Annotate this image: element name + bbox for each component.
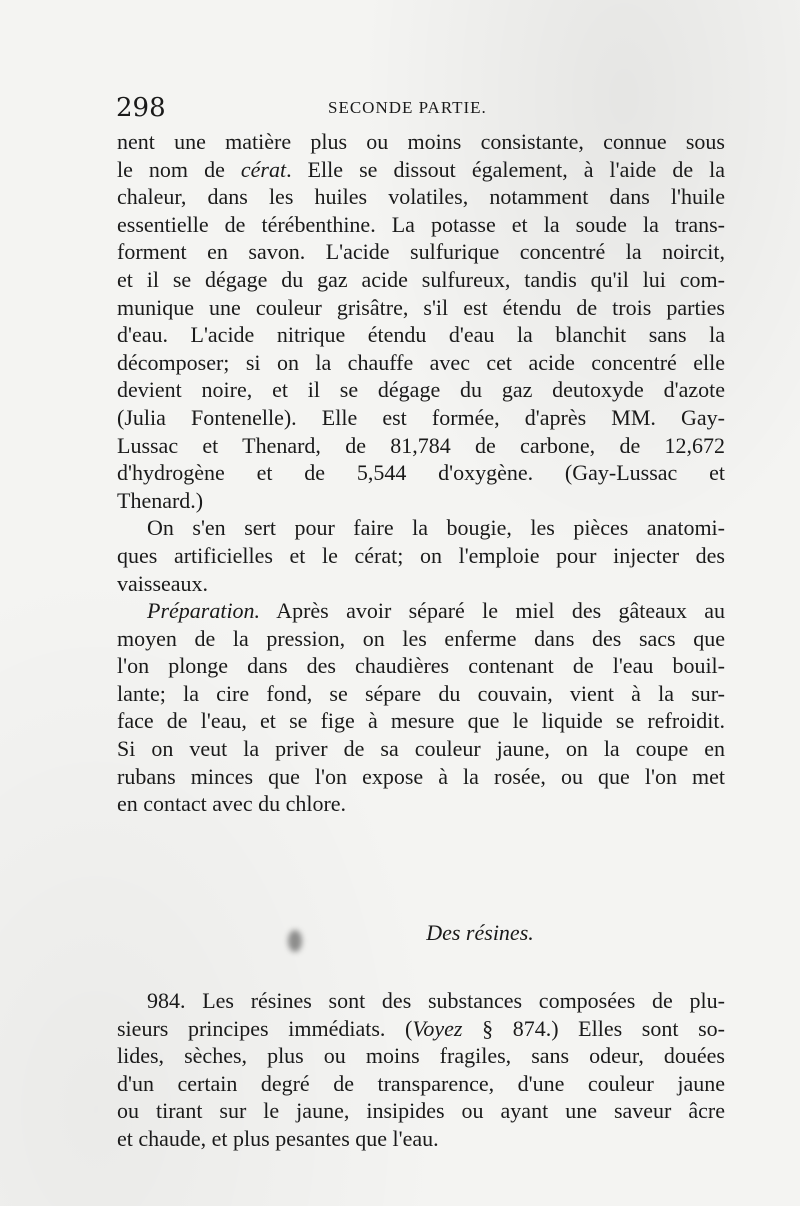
text-line: devient noire, et il se dégage du gaz deutoxyde d'azote (117, 377, 725, 403)
text-line: décomposer; si on la chauffe avec cet acide concentré elle (117, 349, 725, 375)
text-line: vaisseaux. (117, 570, 209, 596)
italic-term: Voyez (412, 1015, 463, 1041)
running-head: SECONDE PARTIE. (328, 98, 487, 117)
text-line: en contact avec du chlore. (117, 791, 347, 817)
text-line (117, 597, 725, 625)
text-line: d'un certain degré de transparence, d'une couleur jaune (117, 1070, 725, 1096)
text-line: face de l'eau, et se fige à mesure que le liquide se refroidit. (117, 708, 725, 734)
text-line: essentielle de térébenthine. La potasse et la soude la trans- (117, 211, 725, 237)
text-line: l'on plonge dans des chaudières contenant de l'eau bouil- (117, 653, 725, 679)
text-line: Thenard.) (117, 487, 204, 513)
text-line: d'eau. L'acide nitrique étendu d'eau la blanchit sans la (117, 322, 725, 348)
text-line: Lussac et Thenard, de 81,784 de carbone, de 12,672 (117, 432, 725, 458)
text-line: 984. Les résines sont des substances composées de plu- (147, 988, 725, 1013)
preparation-heading: Préparation. (147, 598, 261, 624)
body-text (117, 128, 725, 818)
text-line: On s'en sert pour faire la bougie, les pièces anatomi- (147, 515, 725, 541)
page-header (116, 93, 726, 125)
body-text-2 (117, 987, 725, 1153)
text-line: (Julia Fontenelle). Elle est formée, d'après MM. Gay- (117, 404, 725, 430)
text-line: lides, sèches, plus ou moins fragiles, sans odeur, douées (117, 1043, 725, 1069)
text-fragment: § 874.) Elles sont so- (462, 1015, 725, 1041)
section-title: Des résines. (426, 920, 534, 945)
text-line: ques artificielles et le cérat; on l'emploie pour injecter des (117, 542, 725, 568)
text-line: et chaude, et plus pesantes que l'eau. (117, 1125, 439, 1151)
text-line: d'hydrogène et de 5,544 d'oxygène. (Gay-Lussac et (117, 460, 725, 486)
ink-smudge (288, 930, 302, 952)
page-number: 298 (116, 93, 166, 123)
text-line: rubans minces que l'on expose à la rosée, ou que l'on met (117, 763, 725, 789)
text-fragment: sieurs principes immédiats. ( (117, 1015, 413, 1041)
text-line: moyen de la pression, on les enferme dans des sacs que (117, 625, 725, 651)
text-line: le nom de cérat. Elle se dissout également, à l'aide de la (117, 156, 725, 182)
text-line: nent une matière plus ou moins consistante, connue sous (117, 129, 725, 154)
text-fragment: Après avoir séparé le miel des gâteaux au (260, 598, 725, 624)
text-line: ou tirant sur le jaune, insipides ou ayant une saveur âcre (117, 1098, 725, 1124)
text-line: lante; la cire fond, se sépare du couvain, vient à la sur- (117, 680, 725, 706)
text-line: forment en savon. L'acide sulfurique concentré la noircit, (117, 239, 725, 265)
text-line: munique une couleur grisâtre, s'il est étendu de trois parties (117, 294, 725, 320)
text-line: chaleur, dans les huiles volatiles, notamment dans l'huile (117, 184, 725, 210)
text-line: Si on veut la priver de sa couleur jaune, on la coupe en (117, 736, 725, 762)
text-line: et il se dégage du gaz acide sulfureux, tandis qu'il lui com- (117, 266, 725, 292)
text-line (117, 1015, 725, 1043)
italic-term: cérat (240, 156, 287, 182)
